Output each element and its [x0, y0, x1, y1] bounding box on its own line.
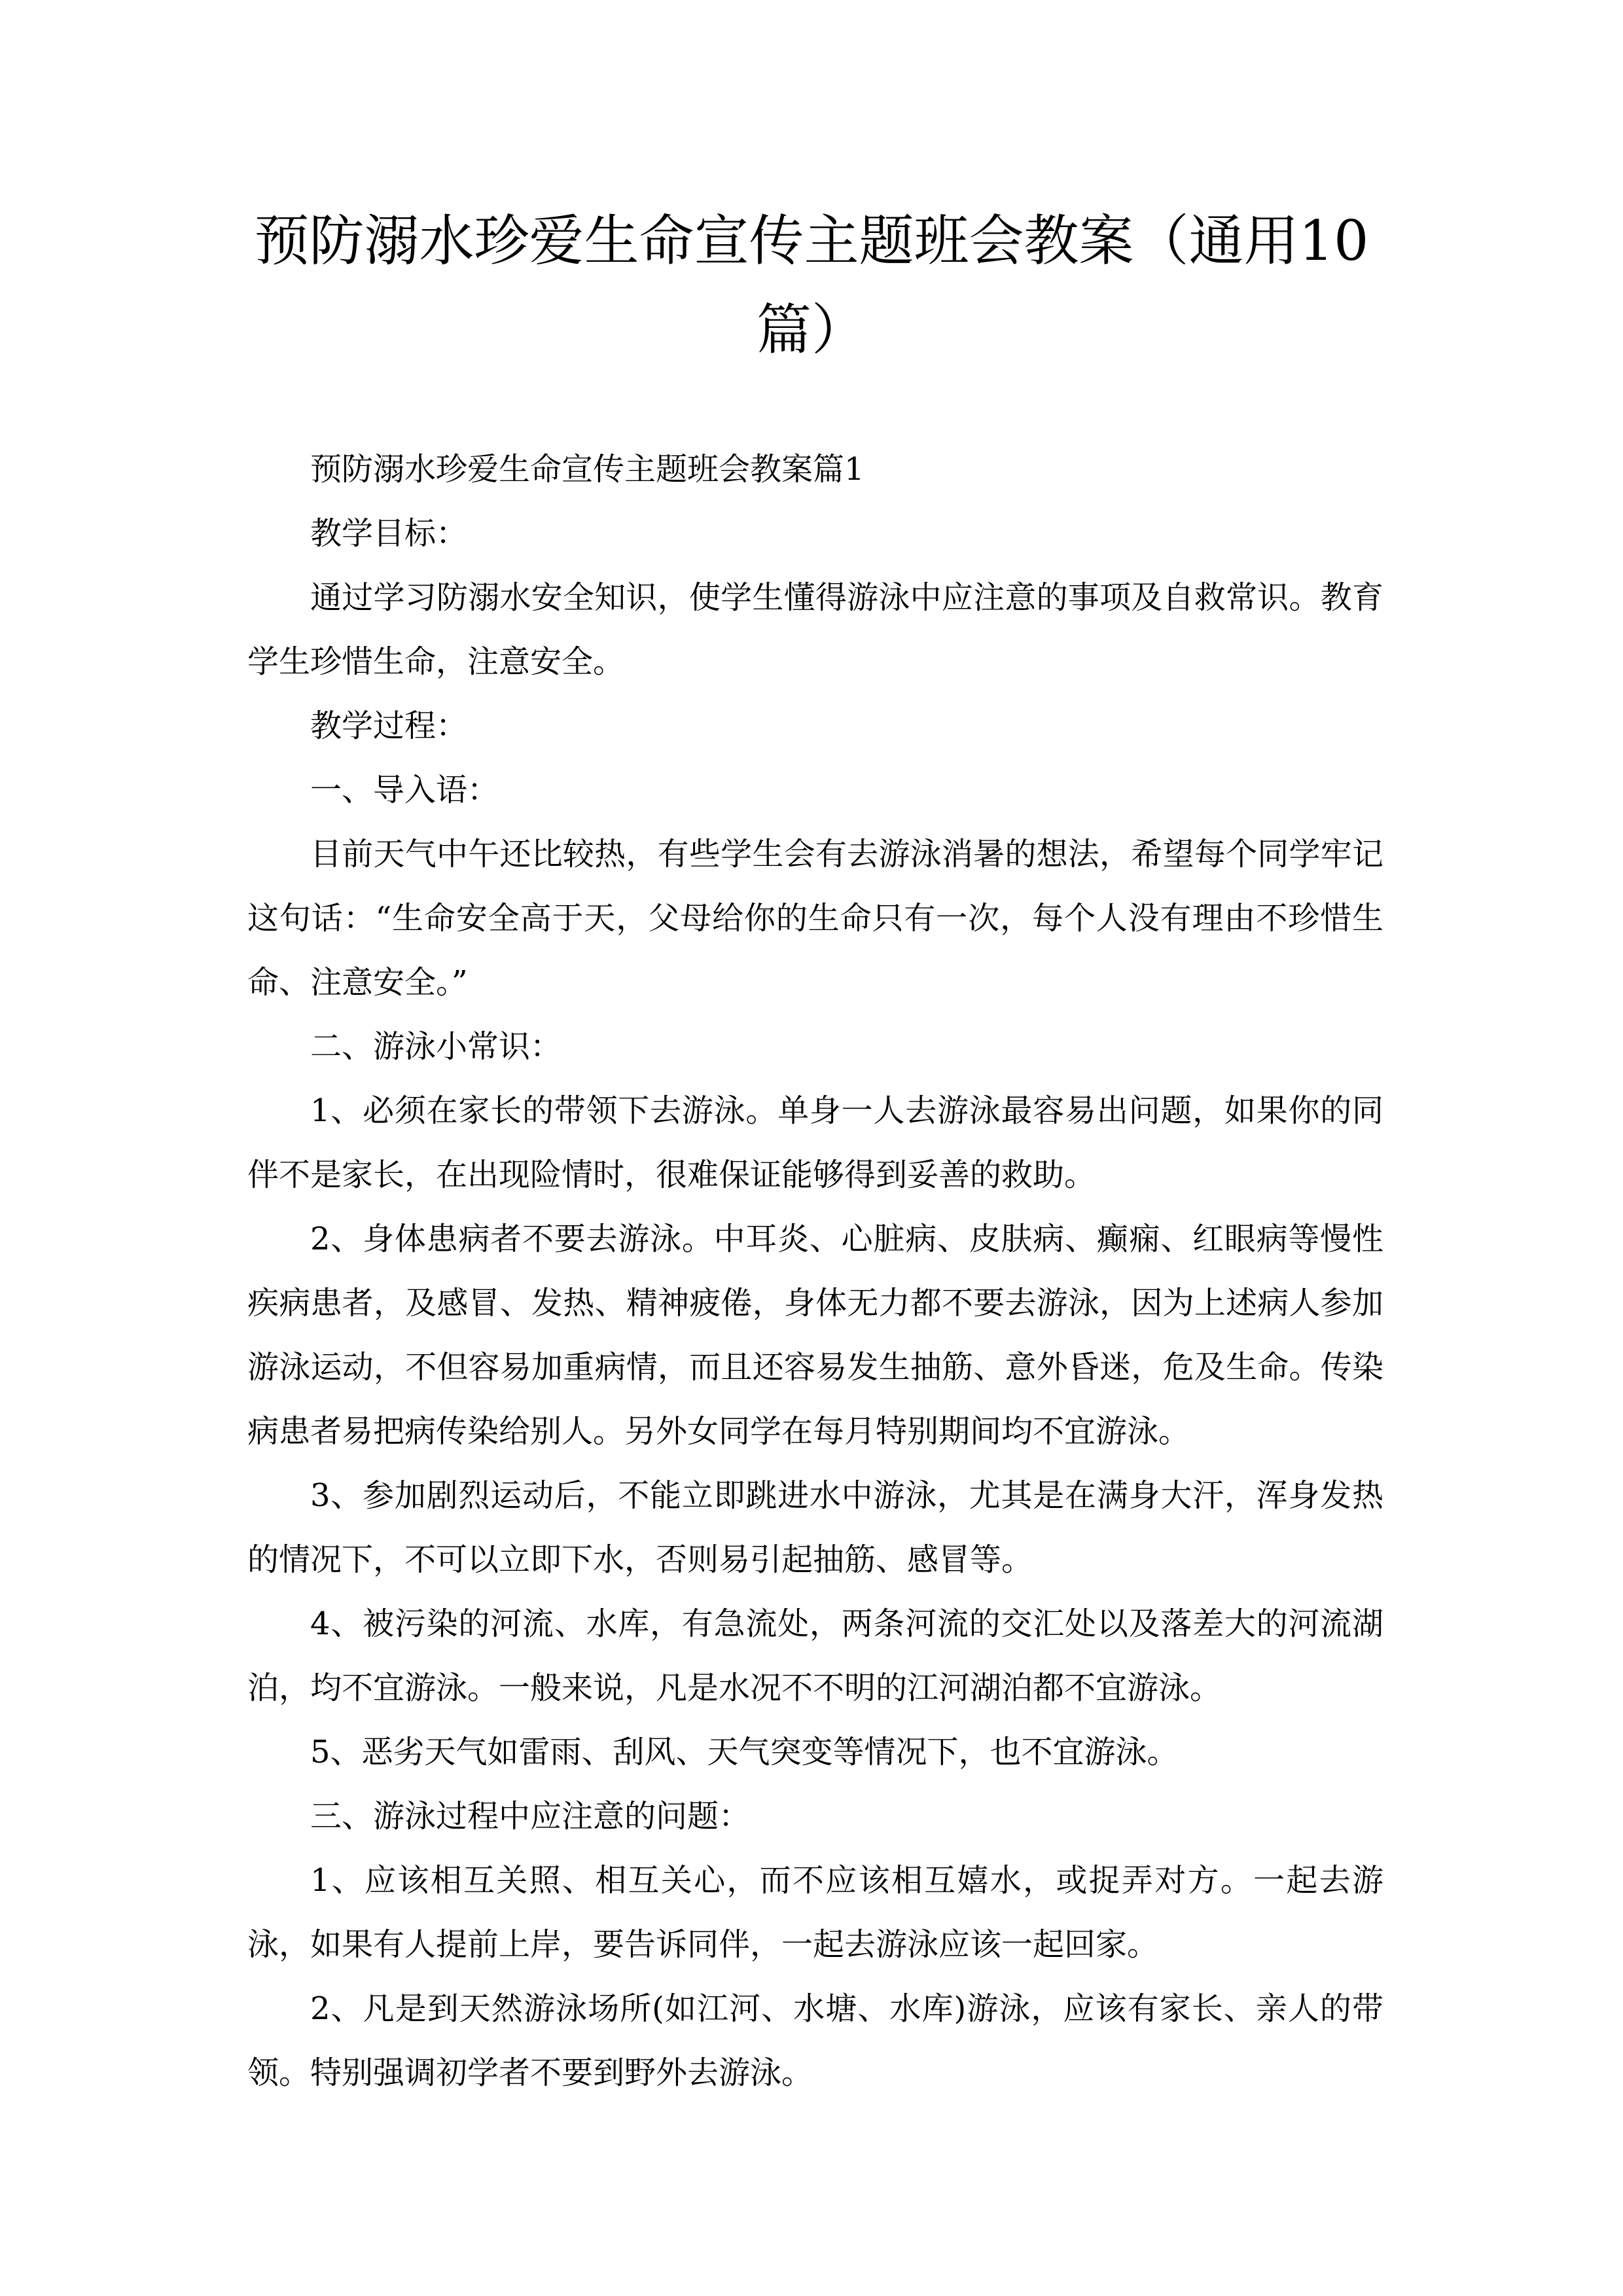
list-item-tip-1: 1、必须在家长的带领下去游泳。单身一人去游泳最容易出问题，如果你的同伴不是家长，在出现险情时，很难保证能够得到妥善的救助。 — [247, 1092, 1383, 1193]
list-item-tip-5: 5、恶劣天气如雷雨、刮风、天气突变等情况下，也不宜游泳。 — [310, 1734, 1179, 1770]
subheading-teaching-goals: 教学目标： — [310, 515, 468, 552]
paragraph-goals: 通过学习防溺水安全知识，使学生懂得游泳中应注意的事项及自救常识。教育学生珍惜生命，注意安全。 — [247, 579, 1383, 680]
subheading-teaching-process: 教学过程： — [310, 708, 468, 744]
list-item-precaution-2: 2、凡是到天然游泳场所(如江河、水塘、水库)游泳，应该有家长、亲人的带领。特别强调初学者不要到野外去游泳。 — [247, 1990, 1383, 2091]
list-item-tip-4: 4、被污染的河流、水库，有急流处，两条河流的交汇处以及落差大的河流湖泊，均不宜游泳。一般来说，凡是水况不不明的江河湖泊都不宜游泳。 — [247, 1605, 1383, 1706]
subheading-swimming-tips: 二、游泳小常识： — [310, 1028, 562, 1065]
subheading-swimming-precautions: 三、游泳过程中应注意的问题： — [310, 1798, 751, 1835]
paragraph-introduction: 目前天气中午还比较热，有些学生会有去游泳消暑的想法，希望每个同学牢记这句话：“生命安全高于天，父母给你的生命只有一次，每个人没有理由不珍惜生命、注意安全。” — [247, 836, 1383, 1001]
subheading-introduction: 一、导入语： — [310, 772, 499, 808]
list-item-tip-3: 3、参加剧烈运动后，不能立即跳进水中游泳，尤其是在满身大汗，浑身发热的情况下，不可以立即下水，否则易引起抽筋、感冒等。 — [247, 1477, 1383, 1578]
document-title: 预防溺水珍爱生命宣传主题班会教案（通用10篇） — [254, 209, 1369, 362]
section-heading: 预防溺水珍爱生命宣传主题班会教案篇1 — [310, 451, 865, 488]
document-body — [247, 437, 1383, 2105]
list-item-tip-2: 2、身体患病者不要去游泳。中耳炎、心脏病、皮肤病、癫痫、红眼病等慢性疾病患者，及感冒、发热、精神疲倦，身体无力都不要去游泳，因为上述病人参加游泳运动，不但容易加重病情，而且还容易发生抽筋、意外昏迷，危及生命。传染病患者易把病传染给别人。另外女同学在每月特别期间均不宜游泳。 — [247, 1221, 1383, 1450]
list-item-precaution-1: 1、应该相互关照、相互关心，而不应该相互嬉水，或捉弄对方。一起去游泳，如果有人提前上岸，要告诉同伴，一起去游泳应该一起回家。 — [247, 1862, 1383, 1963]
